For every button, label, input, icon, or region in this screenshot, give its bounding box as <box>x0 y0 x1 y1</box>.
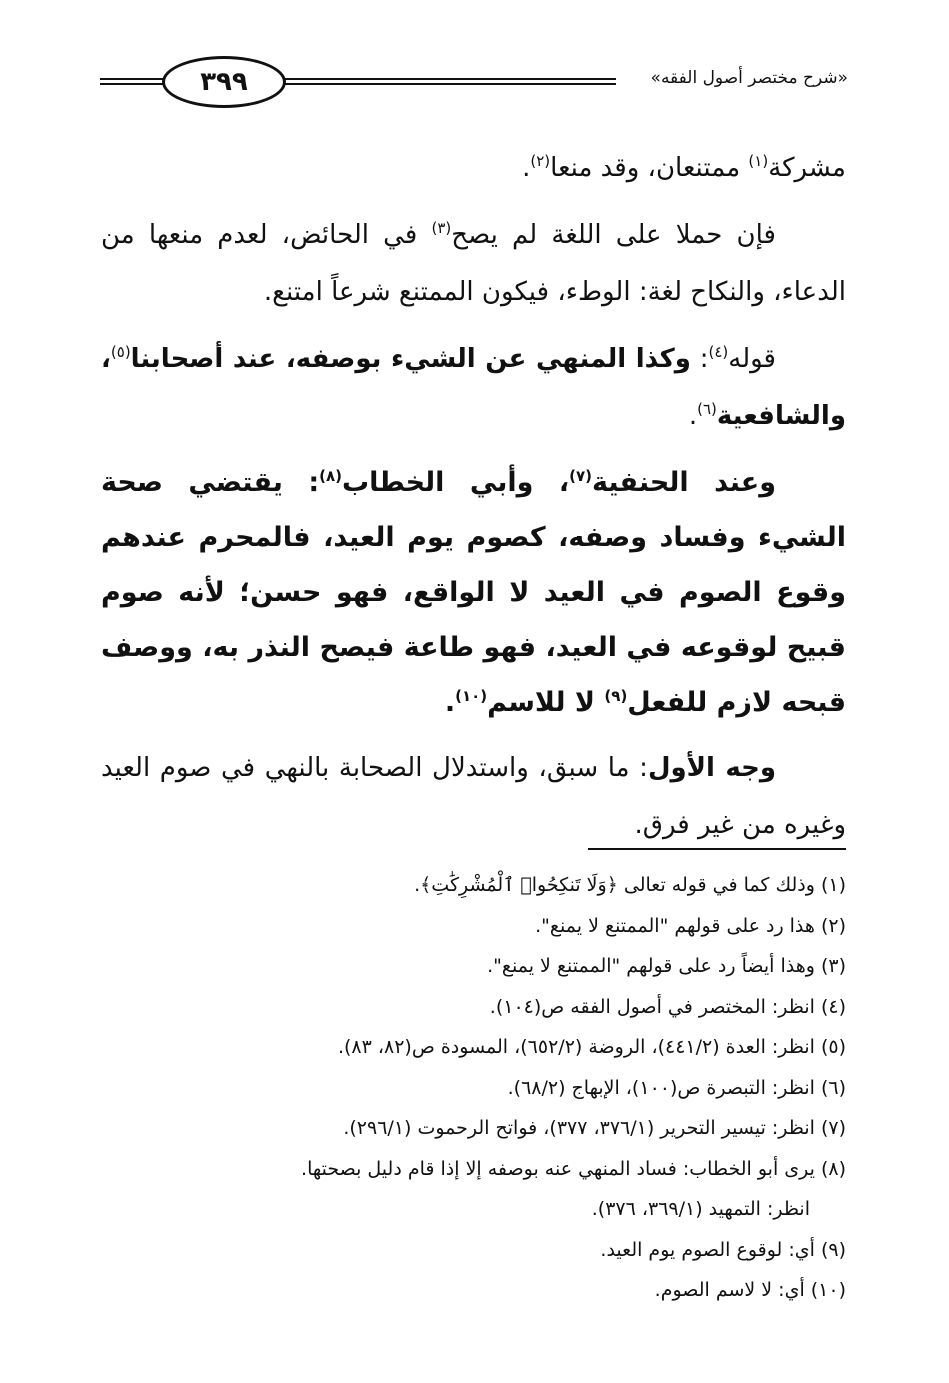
main-text <box>101 140 846 864</box>
footnote-ref[interactable]: (٧) <box>569 467 592 485</box>
footnote-item: (٥)انظر: العدة (٤٤١/٢)، الروضة (٦٥٢/٢)، المسودة ص(٨٢، ٨٣). <box>337 1036 846 1058</box>
paragraph-4: وعند الحنفية$^{(٧)}$، وأبي الخطاب$^{(٨)}$: يقتضي صحة الشيء وفساد وصفه، كصوم يوم العيد، فالمحرم عندهم وقوع الصوم في العيد لا الواقع، فهو حسن؛ لأنه صوم قبيح لوقوعه في العيد، فهو طاعة فيصح النذر به، ووصف قبحه لازم للفعل$^{(٩)}$ لا للاسم$^{(١٠)}$. <box>101 467 846 718</box>
page-header <box>100 52 848 112</box>
footnote-continuation: انظر: التمهيد (٣٦٩/١، ٣٧٦). <box>591 1198 810 1220</box>
paragraph-3: قوله$^{(٤)}$: وكذا المنهي عن الشيء بوصفه، عند أصحابنا$^{(٥)}$، والشافعية$^{(٦)}$. <box>101 343 846 431</box>
page-number-badge: ٣٩٩ <box>162 56 286 108</box>
footnote-item: (٩)أي: لوقوع الصوم يوم العيد. <box>600 1238 846 1261</box>
footnote-ref[interactable]: (١) <box>748 152 769 170</box>
running-title: «شرح مختصر أصول الفقه» <box>643 68 848 88</box>
footnote-item: (٣)وهذا أيضاً رد على قولهم "الممتنع لا يمنع". <box>487 955 846 977</box>
paragraph-5: وجه الأول: ما سبق، واستدلال الصحابة بالنهي في صوم العيد وغيره من غير فرق. <box>101 753 846 840</box>
footnote-ref[interactable]: (١٠) <box>455 687 488 705</box>
footnote-item: (١)وذلك كما في قوله تعالى ﴿وَلَا تَنكِحُوا۟ ٱلْمُشْرِكَٰتِ﴾. <box>414 874 846 896</box>
paragraph-2: فإن حملا على اللغة لم يصح$^{(٣)}$ في الحائض، لعدم منعها من الدعاء، والنكاح لغة: الوطء، فيكون الممتنع شرعاً امتنع. <box>101 219 846 307</box>
footnote-ref[interactable]: (٥) <box>110 343 131 361</box>
footnote-item: (٢)هذا رد على قولهم "الممتنع لا يمنع". <box>535 914 846 937</box>
footnote-ref[interactable]: (٦) <box>697 400 717 418</box>
footnote-item: (٤)انظر: المختصر في أصول الفقه ص(١٠٤). <box>489 995 846 1018</box>
footnote-item: (٨)يرى أبو الخطاب: فساد المنهي عنه بوصفه إلا إذا قام دليل بصحتها. <box>301 1157 846 1180</box>
footnote-separator <box>588 848 846 850</box>
header-rule-middle <box>280 78 616 85</box>
paragraph-1: مشركة$^{(١)}$ ممتنعان، وقد منعا$^{(٢)}$. <box>522 152 846 183</box>
footnote-ref[interactable]: (٢) <box>530 152 551 170</box>
footnote-ref[interactable]: (٤) <box>708 343 729 361</box>
footnote-ref[interactable]: (٩) <box>604 687 628 705</box>
footnote-ref[interactable]: (٣) <box>431 219 452 237</box>
footnote-item: (١٠)أي: لا لاسم الصوم. <box>654 1279 846 1301</box>
header-rule-left <box>100 78 166 85</box>
footnote-item: (٧)انظر: تيسير التحرير (٣٧٦/١، ٣٧٧)، فواتح الرحموت (٢٩٦/١). <box>343 1117 846 1139</box>
footnote-item: (٦)انظر: التبصرة ص(١٠٠)، الإبهاج (٦٨/٢). <box>507 1076 846 1099</box>
footnote-ref[interactable]: (٨) <box>319 467 343 485</box>
footnotes <box>101 865 846 1311</box>
